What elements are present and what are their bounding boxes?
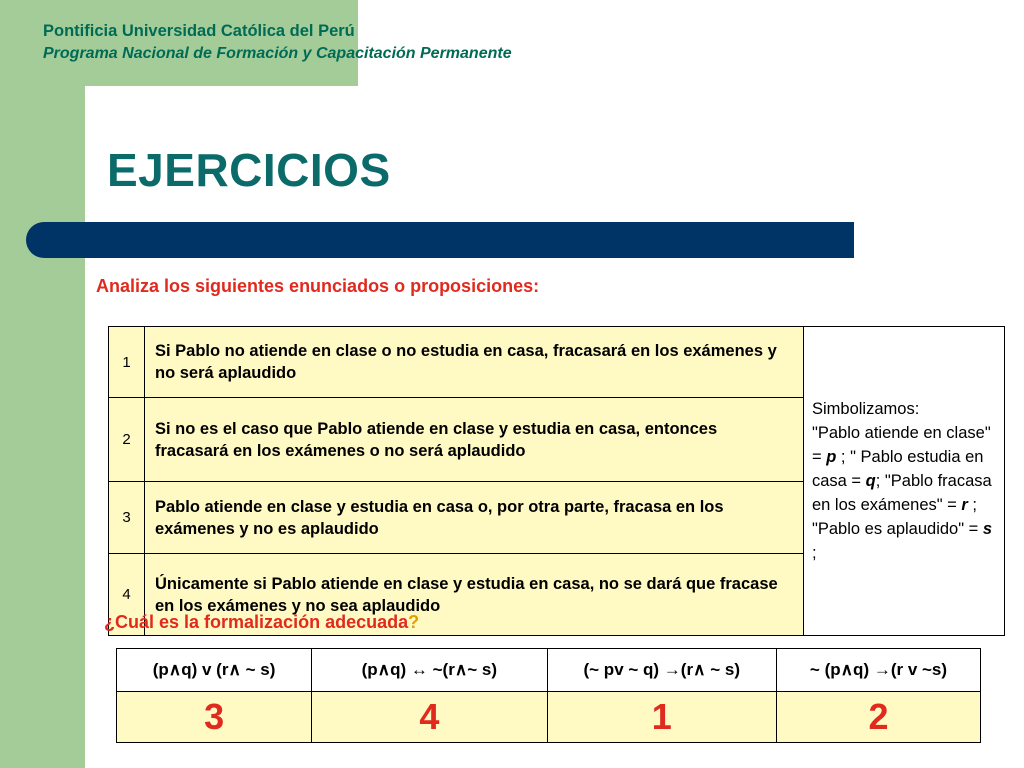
symbolization-intro: Simbolizamos:	[812, 400, 920, 418]
statement-number: 2	[109, 398, 145, 482]
title-underline-bar	[26, 222, 854, 258]
statement-text: Únicamente si Pablo atiende en clase y estudia en casa, no se dará que fracase en los exámenes y no sea aplaudido	[145, 554, 804, 636]
statement-number: 1	[109, 327, 145, 398]
question-body: ¿Cuál es la formalización adecuada	[104, 612, 409, 632]
formalization-table	[116, 648, 981, 743]
symbolization-p-text: "Pablo atiende en clase" =	[812, 424, 991, 466]
var-r: r	[961, 496, 968, 514]
formula-option: (~ pv ~ q) →(r∧ ~ s)	[547, 649, 776, 692]
symbolization-r-text: ; "Pablo fracasa en los exámenes" =	[812, 472, 992, 514]
answer-number: 2	[776, 692, 980, 743]
formula-row	[117, 649, 981, 692]
formula-option: (p∧q) ↔ ~(r∧~ s)	[312, 649, 547, 692]
var-q: q	[865, 472, 876, 490]
formula-option: ~ (p∧q) →(r v ~s)	[776, 649, 980, 692]
statement-number: 4	[109, 554, 145, 636]
statement-text: Pablo atiende en clase y estudia en casa o, por otra parte, fracasa en los exámenes y no es aplaudido	[145, 482, 804, 554]
var-s: s	[982, 520, 993, 538]
formula-option: (p∧q) v (r∧ ~ s)	[117, 649, 312, 692]
question-text	[104, 612, 419, 633]
program-name: Programa Nacional de Formación y Capacitación Permanente	[43, 45, 512, 62]
symbolization-s-text: ; "Pablo es aplaudido" =	[812, 496, 983, 538]
symbolization-end: ;	[812, 544, 817, 562]
statement-text: Si Pablo no atiende en clase o no estudia en casa, fracasará en los exámenes y no será aplaudido	[145, 327, 804, 398]
statement-row	[109, 327, 1005, 398]
instruction-text: Analiza los siguientes enunciados o proposiciones:	[96, 276, 540, 296]
question-mark: ?	[408, 612, 420, 632]
var-p: p	[826, 448, 837, 466]
answer-number: 4	[312, 692, 547, 743]
left-green-strip	[0, 0, 85, 768]
symbolization-cell	[804, 327, 1005, 636]
university-name: Pontificia Universidad Católica del Perú	[43, 22, 355, 40]
answer-number: 1	[547, 692, 776, 743]
statement-number: 3	[109, 482, 145, 554]
statement-text: Si no es el caso que Pablo atiende en clase y estudia en casa, entonces fracasará en los exámenes o no será aplaudido	[145, 398, 804, 482]
answer-number: 3	[117, 692, 312, 743]
statements-table	[108, 326, 1005, 636]
symbolization-q-text: ; " Pablo estudia en casa =	[812, 448, 984, 490]
answer-row	[117, 692, 981, 743]
slide-title: EJERCICIOS	[107, 144, 391, 196]
